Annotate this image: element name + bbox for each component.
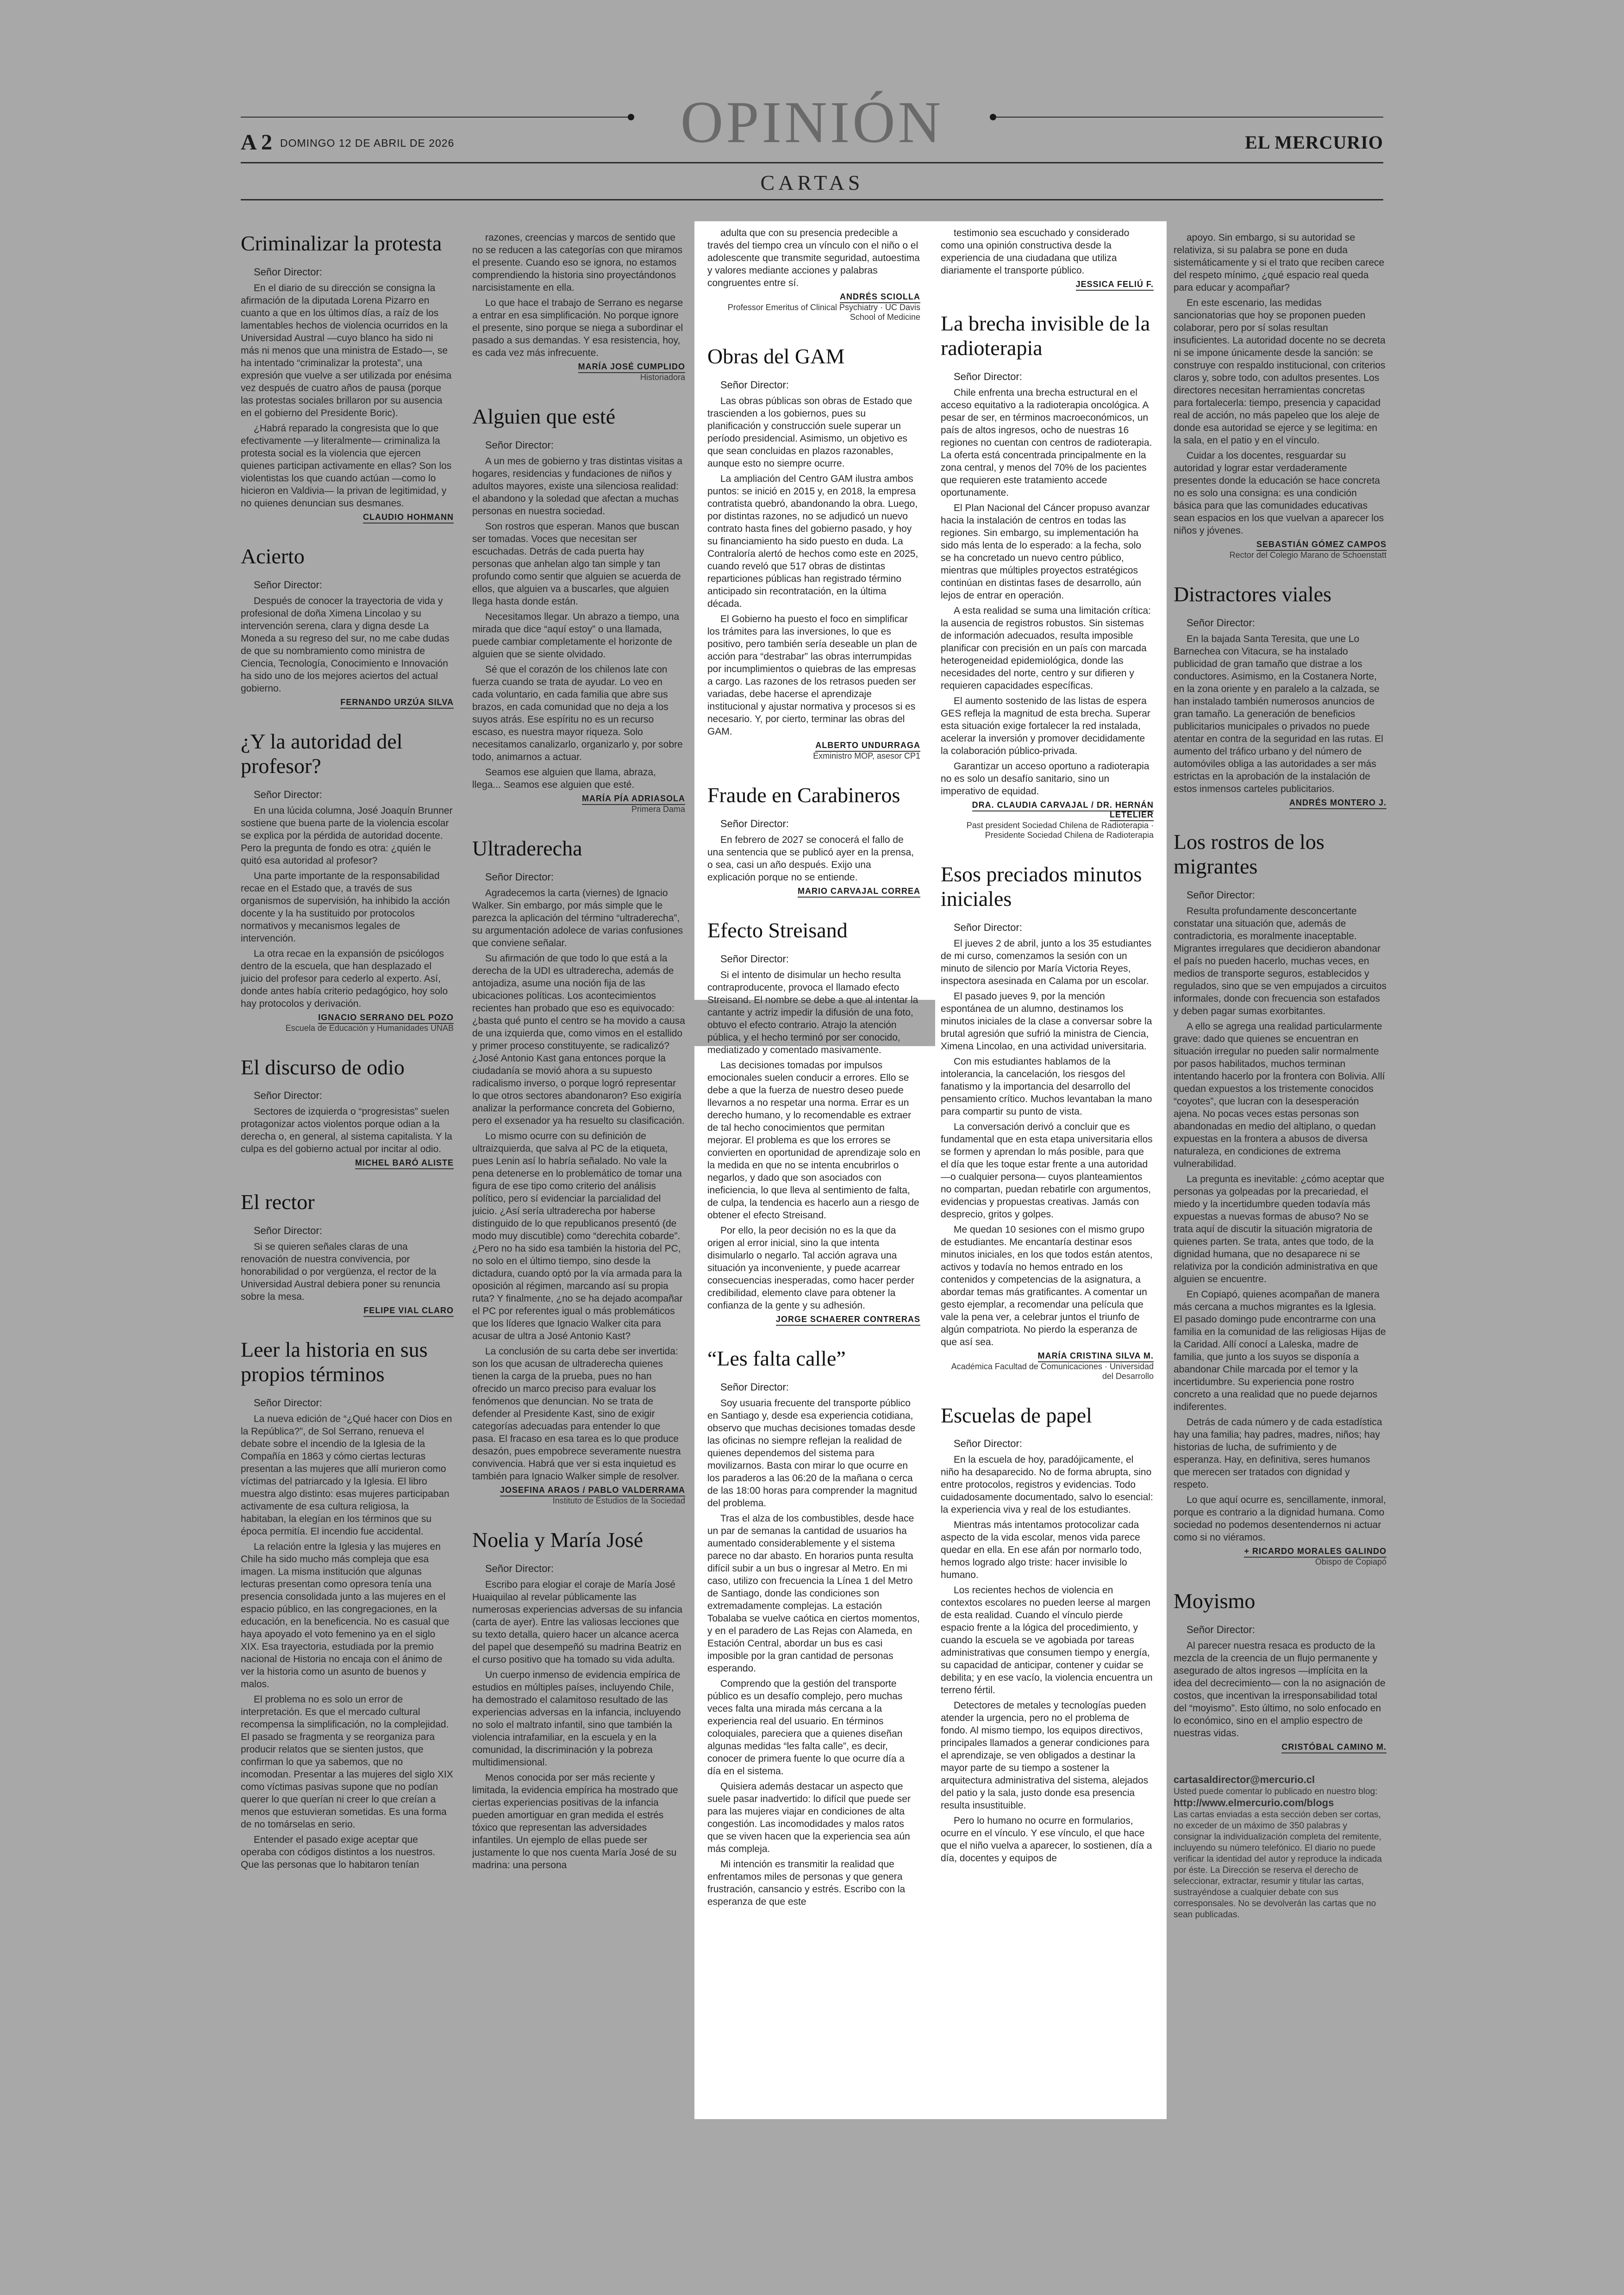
letter-affiliation: Exministro MOP, asesor CP1 (813, 751, 920, 761)
letter-headline: El discurso de odio (241, 1055, 405, 1079)
letter-paragraph: ¿Habrá reparado la congresista que lo que efectivamente —y literalmente— criminaliza la protesta social es la violencia que ejercen quienes participan activamente en ellas? Son los violentistas los que cuando actúan —como lo hicieron en Valdivia— la privan de legitimidad, y no quienes denuncian sus desmanes. (241, 423, 452, 509)
letter-paragraph: Su afirmación de que todo lo que está a la derecha de la UDI es ultraderecha, además de antojadiza, asume una noción fija de las ubicaciones políticas. Los acontecimientos recientes han probado que eso es equivocado: ¿basta qué punto el centro se ha movido a causa de una izquierda que, como vimos en el estallido y primer proceso constituyente, se radicalizó? ¿José Antonio Kast gana entonces porque la ciudadanía se movió ahora a su supuesto radicalismo inverso, o porque logró representar lo que otros sectores abandonaron? Eso exigiría analizar la performance concreta del Gobierno, pero el exsenador ya ha resuelto su clasificación. (472, 953, 685, 1126)
letter-paragraph: Me quedan 10 sesiones con el mismo grupo de estudiantes. Me encantaría destinar esos minutos iniciales, en los que todos están atentos, activos y todavía no hemos entrado en los contenidos y competencias de la asignatura, a abordar temas más gratificantes. A comentar un gesto ejemplar, a recomendar una película que vale la pena ver, a celebrar juntos el triunfo de algún compatriota. No pierdo la esperanza de que así sea. (941, 1224, 1153, 1347)
letter-signature (941, 280, 1154, 289)
letter (941, 862, 1154, 1381)
letter-headline: El rector (241, 1190, 315, 1214)
letter-headline: Obras del GAM (707, 344, 845, 368)
letter-paragraph: La conversación derivó a concluir que es fundamental que en esta etapa universitaria ellos se formen y aprendan lo más posible, para que el día que les toque estar frente a una autoridad —o cualquier persona— cuyos planteamientos no compartan, puedan rebatirle con argumentos, evidencias y propuestas creativas. Jamás con desprecio, gritos y golpes. (941, 1121, 1153, 1220)
signature-name: MARÍA CRISTINA SILVA M. (1038, 1351, 1154, 1362)
page-number: A 2 (241, 130, 273, 155)
letter (707, 1347, 920, 1908)
signature-name: JESSICA FELIÚ F. (1076, 280, 1154, 291)
letter-affiliation: Professor Emeritus of Clinical Psychiatry · UC Davis School of Medicine (727, 303, 920, 322)
letter-headline: Moyismo (1174, 1589, 1255, 1613)
letter-signature (241, 698, 454, 707)
signature-name: MARIO CARVAJAL CORREA (798, 886, 920, 898)
letter-paragraph: Necesitamos llegar. Un abrazo a tiempo, una mirada que dice “aquí estoy” o una llamada, puede cambiar completamente el horizonte de alguien que se siente olvidado. (472, 611, 680, 660)
letter-paragraph: La ampliación del Centro GAM ilustra ambos puntos: se inició en 2015 y, en 2018, la empresa contratista quebró, abandonando la obra. Luego, por distintas razones, no se adjudicó un nuevo contrato hasta fines del gobierno pasado, y hoy su financiamiento ha sido puesto en duda. La Contraloría alertó de hechos como este en 2025, cuando reveló que 517 obras de distintas reparticiones públicas han registrado término anticipado sin recontratación, en la última década. (707, 473, 918, 609)
letter-paragraph: El Gobierno ha puesto el foco en simplificar los trámites para las inversiones, lo que es positivo, pero también sería deseable un plan de acción para “destrabar” las obras interrumpidas por incumplimientos o quiebras de las empresas a cargo. Las razones de los retrasos pueden ser variadas, debe hacerse el aprendizaje institucional y ajustar normativa y procesos si es necesario. Y, por cierto, terminar las obras del GAM. (707, 613, 917, 737)
signature-name: MARÍA PÍA ADRIASOLA (582, 794, 685, 805)
signature-name: SEBASTIÁN GÓMEZ CAMPOS (1256, 540, 1387, 551)
blog-intro: Usted puede comentar lo publicado en nuestro blog: (1174, 1786, 1378, 1796)
letter (1174, 830, 1387, 1567)
letter-headline: Efecto Streisand (707, 918, 848, 942)
signature-name: MARÍA JOSÉ CUMPLIDO (578, 362, 685, 373)
letter-paragraph: El problema no es solo un error de interpretación. Es que el mercado cultural recompensa la simplificación, no la complejidad. El pasado se fragmenta y se reorganiza para producir relatos que se sienten justos, que confirman lo que ya sabemos, que no incomodan. Presentar a las mujeres del siglo XIX como víctimas pasivas supone que no podían querer lo que querían ni creer lo que creían a menos que estuvieran sometidas. Es una forma de no tomárselas en serio. (241, 1694, 453, 1830)
letter (241, 1055, 454, 1168)
section-title: OPINIÓN (680, 89, 944, 155)
letter-paragraph: Si se quieren señales claras de una renovación de nuestra convivencia, por honorabilidad o por vergüenza, el rector de la Universidad Austral debiera poner su renuncia sobre la mesa. (241, 1241, 440, 1303)
letter-paragraph: La nueva edición de “¿Qué hacer con Dios en la República?”, de Sol Serrano, renueva el debate sobre el incendio de la Iglesia de la Compañía en 1863 y cómo ciertas lecturas presentan a las mujeres que allí murieron como víctimas del patriarcado y la Iglesia. El libro muestra algo distinto: esas mujeres participaban activamente de esa cultura religiosa, la habitaban, la elegían en los términos que su época permitía. El incendio fue accidental. (241, 1414, 452, 1537)
letter-paragraph: En una lúcida columna, José Joaquín Brunner sostiene que buena parte de la violencia escolar se explica por la pérdida de autoridad docente. Pero la pregunta de fondo es otra: ¿quién le quitó esa autoridad al profesor? (241, 805, 453, 866)
letter-headline: Leer la historia en sus propios términos (241, 1338, 428, 1386)
letter-paragraph: En la escuela de hoy, paradójicamente, el niño ha desaparecido. No de forma abrupta, sino entre protocolos, registros y evidencias. Todo cuidadosamente documentado, salvo lo esencial: la experiencia viva y real de los estudiantes. (941, 1454, 1153, 1515)
letter (707, 918, 920, 1324)
letter-paragraph: Seamos ese alguien que llama, abraza, llega... Seamos ese alguien que esté. (472, 767, 656, 790)
letter (941, 1403, 1154, 1865)
letter (472, 231, 685, 382)
letter-headline: Noelia y María José (472, 1528, 643, 1552)
signature-name: JOSEFINA ARAOS / PABLO VALDERRAMA (500, 1485, 685, 1497)
letter-signature (1174, 798, 1387, 808)
signature-name: DRA. CLAUDIA CARVAJAL / DR. HERNÁN LETELIER (972, 800, 1154, 821)
letter (707, 227, 920, 322)
letter-salutation: Señor Director: (720, 1381, 789, 1393)
letter-paragraph: La relación entre la Iglesia y las mujeres en Chile ha sido mucho más compleja que esa imagen. La misma institución que algunas lecturas presentan como opresora tenía una presencia consolidada junto a las mujeres en el espacio público, en las congregaciones, en la educación, en la beneficencia. No es casual que haya apoyado el voto femenino ya en el siglo XIX. Esa trayectoria, estudiada por la premio nacional de Historia no encaja con el ánimo de ver la historia como un asunto de buenos y malos. (241, 1541, 450, 1690)
letter-paragraph: Cuidar a los docentes, resguardar su autoridad y lograr estar verdaderamente presentes donde la educación se hace concreta no es solo una consigna: es una condición básica para que las comunidades educativas sean espacios en los que vuelvan a aparecer los niños y jóvenes. (1174, 450, 1384, 536)
letter-paragraph: Lo que hace el trabajo de Serrano es negarse a entrar en esa simplificación. No porque ignore el presente, sino porque se niega a subordinar el pasado a sus demandas. Y esa resistencia, hoy, es cada vez más infrecuente. (472, 298, 683, 358)
letter (941, 312, 1154, 840)
column-3 (707, 227, 920, 2258)
letter (941, 227, 1154, 289)
letter-paragraph: En este escenario, las medidas sancionatorias que hoy se proponen pueden colaborar, pero por sí solas resultan insuficientes. La autoridad docente no se decreta ni se impone únicamente desde la sanción: se construye con respaldo institucional, con criterios claros y, sobre todo, con adultos presentes. Los directores necesitan herramientas concretas para fortalecerla: tiempo, presencia y capacidad real de acción, no más papeleo que los aleje de donde esa autoridad se ejerce y se legitima: en la sala, en el patio y en el vínculo. (1174, 298, 1386, 446)
letter-paragraph: Una parte importante de la responsabilidad recae en el Estado que, a través de sus organismos de supervisión, ha inhibido la acción docente y la ha sustituido por protocolos normativos y mecanismos legales de intervención. (241, 870, 450, 944)
letter-signature (241, 1013, 454, 1023)
letter-headline: Esos preciados minutos iniciales (941, 862, 1142, 911)
letter-paragraph: Agradecemos la carta (viernes) de Ignacio Walker. Sin embargo, por más simple que le parezca la aplicación del término “ultraderecha”, su argumentación adolece de varias confusiones que conviene señalar. (472, 887, 683, 948)
letter-paragraph: Con mis estudiantes hablamos de la intolerancia, la cancelación, los riesgos del fanatismo y la importancia del desarrollo del pensamiento crítico. Muchos levantaban la mano para compartir su punto de vista. (941, 1056, 1152, 1117)
letter-affiliation: Obispo de Copiapó (1315, 1557, 1387, 1566)
letter (707, 783, 920, 896)
signature-name: IGNACIO SERRANO DEL POZO (318, 1013, 454, 1024)
letter-headline: Escuelas de papel (941, 1403, 1092, 1427)
letter (241, 730, 454, 1033)
letter-signature (707, 1315, 920, 1324)
letter-signature (472, 1485, 685, 1495)
letter-paragraph: Mientras más intentamos protocolizar cada aspecto de la vida escolar, menos vida parece quedar en ella. En ese afán por normarlo todo, hemos logrado algo triste: hacer invisible lo humano. (941, 1520, 1142, 1581)
letter-paragraph: Detectores de metales y tecnologías pueden atender la urgencia, pero no el problema de fondo. Al mismo tiempo, los equipos directivos, principales llamados a generar condiciones para el aprendizaje, se ven obligados a destinar la mayor parte de su tiempo a sostener la arquitectura administrativa del sistema, alejados del patio y la sala, justo donde esa presencia resulta insustituible. (941, 1700, 1149, 1811)
letter-headline: Fraude en Carabineros (707, 783, 900, 807)
letter-paragraph: A un mes de gobierno y tras distintas visitas a hogares, residencias y fundaciones de niños y adultos mayores, existe una silenciosa realidad: el abandono y la soledad que afectan a muchas personas en nuestra sociedad. (472, 455, 683, 517)
column-5 (1174, 231, 1387, 2258)
signature-name: FERNANDO URZÚA SILVA (340, 698, 454, 709)
letter-paragraph: Resulta profundamente desconcertante constatar una situación que, además de contradictoria, es moralmente inaceptable. Migrantes irregulares que decidieron abandonar el país no pueden hacerlo, muchas veces, en medios de transporte seguros, establecidos y regulados, sino que se ven empujados a circuitos informales, donde con frecuencia son estafados y deben pagar sumas exorbitantes. (1174, 905, 1387, 1017)
letter-headline: “Les falta calle” (707, 1346, 846, 1370)
letter-paragraph: En Copiapó, quienes acompañan de manera más cercana a muchos migrantes es la Iglesia. El pasado domingo pude encontrarme con una familia en la comunidad de las religiosas Hijas de la Caridad. Allí conocí a Laleska, madre de familia, que junto a los suyos se disponía a abandonar Chile marcada por el temor y la incertidumbre. Su experiencia pone rostro concreto a una realidad que no puede dejarnos indiferentes. (1174, 1289, 1386, 1412)
letter-headline: Criminalizar la protesta (241, 231, 442, 255)
letter-signature (1174, 540, 1387, 549)
letter-salutation: Señor Director: (254, 1090, 322, 1102)
letter-salutation: Señor Director: (720, 379, 789, 391)
letter-headline: Ultraderecha (472, 836, 582, 860)
contact-box (1174, 1774, 1387, 1921)
letter-salutation: Señor Director: (485, 439, 554, 451)
letter-paragraph: A ello se agrega una realidad particularmente grave: dado que quienes se encuentran en situación irregular no pueden salir normalmente por pasos habilitados, muchos terminan intentando hacerlo por la frontera con Bolivia. Allí quedan expuestos a los tristemente conocidos “coyotes”, que lucran con la desesperación ajena. No pocas veces estas personas son abandonadas en medio del altiplano, o quedan expuestas en la frontera a abusos de diversa naturaleza, en condiciones de extrema vulnerabilidad. (1174, 1021, 1385, 1169)
letter-paragraph: Garantizar un acceso oportuno a radioterapia no es solo un desafío sanitario, sino un imperativo de equidad. (941, 761, 1149, 797)
letter-paragraph: Los recientes hechos de violencia en contextos escolares no pueden leerse al margen de esta realidad. Cuando el vínculo pierde espacio frente a la lógica del procedimiento, y cuando la escuela se ve agobiada por tareas administrativas que consumen tiempo y energía, su capacidad de anticipar, contener y cuidar se debilita; y en ese vacío, la violencia encuentra un terreno fértil. (941, 1585, 1153, 1696)
letter-headline: Los rostros de los migrantes (1174, 829, 1324, 878)
letter (1174, 231, 1387, 560)
letter-paragraph: El pasado jueves 9, por la mención espontánea de un alumno, destinamos los minutos iniciales de la clase a conversar sobre la brutal agresión que sufrió la ministra de Ciencia, Ximena Lincolao, en una actividad universitaria. (941, 991, 1152, 1052)
letter-salutation: Señor Director: (485, 871, 554, 883)
letter-salutation: Señor Director: (720, 953, 789, 965)
letter-signature (941, 1351, 1154, 1361)
letter-paragraph: Menos conocida por ser más reciente y limitada, la evidencia empírica ha mostrado que ciertas experiencias positivas de la infancia pueden amortiguar en gran medida el estrés tóxico que representan las adversidades infantiles. Un ejemplo de ellas puede ser justamente lo que nos cuenta María José de su madrina: una persona (472, 1772, 678, 1871)
letter-paragraph: Son rostros que esperan. Manos que buscan ser tomadas. Voces que necesitan ser escuchadas. Detrás de cada puerta hay personas que anhelan algo tan simple y tan profundo como sentir que alguien se acuerda de ellos, que alguien va a buscarles, que alguien llega hasta donde están. (472, 521, 681, 607)
letter-paragraph: Entender el pasado exige aceptar que operaba con códigos distintos a los nuestros. Que las personas que lo habitaron tenían (241, 1834, 436, 1871)
letter-paragraph: Después de conocer la trayectoria de vida y profesional de doña Ximena Lincolao y su intervención serena, clara y digna desde La Moneda a su regreso del sur, no me cabe dudas de que su nombramiento como ministra de Ciencia, Tecnología, Conocimiento e Innovación ha sido uno de los mejores aciertos del actual gobierno. (241, 595, 450, 694)
letter-paragraph: Detrás de cada número y de cada estadística hay una familia; hay padres, madres, niños; hay historias de lucha, de sufrimiento y de esperanza. Hay, en definitiva, seres humanos que merecen ser tratados con dignidad y respeto. (1174, 1416, 1382, 1490)
letter-headline: ¿Y la autoridad del profesor? (241, 729, 403, 778)
letter-signature (941, 800, 1154, 820)
letter-paragraph: La otra recae en la expansión de psicólogos dentro de la escuela, que han desplazado el juicio del profesor para cederlo al experto. Así, donde antes había criterio pedagógico, hoy solo hay protocolos y derivación. (241, 948, 448, 1009)
letter-paragraph: A esta realidad se suma una limitación crítica: la ausencia de registros robustos. Sin sistemas de información adecuados, resulta imposible planificar con precisión en un país con marcada heterogeneidad epidemiológica, donde las necesidades del norte, centro y sur difieren y requieren capacidades específicas. (941, 605, 1151, 691)
signature-name: ANDRÉS SCIOLLA (840, 292, 920, 303)
letter-paragraph: Si el intento de disimular un hecho resulta contraproducente, provoca el llamado efecto Streisand. El nombre se debe a que al intentar la cantante y actriz impedir la difusión de una foto, obtuvo el efecto contrario. Atrajo la atención pública, y el hecho terminó por ser conocido, mediatizado y comentado masivamente. (707, 969, 918, 1055)
contact-rules: Las cartas enviadas a esta sección deben ser cortas, no exceder de un máximo de 350 palabras y consignar la individualización completa del remitente, incluyendo su número telefónico. El diario no puede verificar la identidad del autor y reproduce la indicada por éste. La Dirección se reserva el derecho de seleccionar, extractar, resumir y titular las cartas, sustrayéndose a cualquier debate con sus corresponsales. No se devolverán las cartas que no sean publicadas. (1174, 1809, 1382, 1920)
column-1 (241, 231, 454, 2258)
letter-salutation: Señor Director: (954, 370, 1022, 382)
letter-paragraph: Tras el alza de los combustibles, desde hace un par de semanas la cantidad de usuarios ha aumentado considerablemente y el sistema parece no dar abasto. En horarios punta resulta difícil subir a un bus o ingresar al Metro. En mi caso, utilizo con frecuencia la Línea 1 del Metro de Santiago, donde las condiciones son extremadamente complejas. La estación Tobalaba se vuelve caótica en ciertos momentos, y en el paradero de Las Rejas con Alameda, en Estación Central, abordar un bus es casi imposible por la gran cantidad de personas esperando. (707, 1513, 920, 1674)
letter-paragraph: Chile enfrenta una brecha estructural en el acceso equitativo a la radioterapia oncológica. A pesar de ser, en términos macroeconómicos, un país de altos ingresos, ocho de nuestras 16 regiones no cuentan con centros de radioterapia. La oferta está concentrada principalmente en la zona central, y menos del 70% de los pacientes que requieren este tratamiento accede oportunamente. (941, 387, 1152, 498)
letter (472, 836, 685, 1506)
signature-name: FELIPE VIAL CLARO (363, 1306, 454, 1317)
letter-salutation: Señor Director: (254, 266, 322, 278)
blog-link[interactable]: http://www.elmercurio.com/blogs (1174, 1796, 1334, 1809)
signature-name: MICHEL BARÓ ALISTE (355, 1158, 454, 1169)
letter-salutation: Señor Director: (954, 921, 1022, 933)
letter-signature (707, 886, 920, 896)
signature-name: ALBERTO UNDURRAGA (815, 741, 920, 752)
letter-salutation: Señor Director: (1187, 1623, 1255, 1635)
signature-name: + RICARDO MORALES GALINDO (1244, 1547, 1387, 1558)
letter-paragraph: La pregunta es inevitable: ¿cómo aceptar que personas ya golpeadas por la precariedad, el miedo y la incertidumbre queden todavía más expuestas a nuevas formas de abuso? No se trata aquí de discutir la situación migratoria de quienes parten. Se trata, antes que todo, de la dignidad humana, que no desaparece ni se relativiza por la condición administrativa en que alguien se encuentre. (1174, 1173, 1385, 1285)
letter-salutation: Señor Director: (1187, 889, 1255, 901)
subsection-title: CARTAS (760, 171, 864, 194)
letter (241, 1190, 454, 1316)
letter-salutation: Señor Director: (254, 579, 322, 591)
letter (1174, 582, 1387, 808)
letter-headline: Acierto (241, 544, 305, 568)
signature-name: ANDRÉS MONTERO J. (1289, 798, 1387, 809)
letter-salutation: Señor Director: (1187, 617, 1255, 629)
letter-paragraph: Mi intención es transmitir la realidad que enfrentamos miles de personas y que genera frustración, cansancio y estrés. Escribo con la esperanza de que este (707, 1858, 906, 1907)
letter (1174, 1589, 1387, 1752)
column-4 (941, 227, 1154, 2258)
column-2 (472, 231, 685, 2258)
letter-paragraph: En febrero de 2027 se conocerá el fallo de una sentencia que se publicó ayer en la prensa, o sea, casi un año después. Exijo una explicación porque no se entiende. (707, 834, 914, 883)
letter-affiliation: Académica Facultad de Comunicaciones · Universidad del Desarrollo (951, 1361, 1154, 1381)
letter-paragraph: testimonio sea escuchado y considerado como una opinión constructiva desde la experiencia de una ciudadana que utiliza diariamente el transporte público. (941, 228, 1130, 276)
letter-signature (241, 1158, 454, 1168)
letter-paragraph: Soy usuaria frecuente del transporte público en Santiago y, desde esa experiencia cotidiana, observo que muchas decisiones tomadas desde las oficinas no siempre reflejan la realidad de quienes dependemos del sistema para movilizarnos. Basta con mirar lo que ocurre en los paraderos a las 06:20 de la mañana o cerca de las 18:00 horas para comprender la magnitud del problema. (707, 1397, 917, 1509)
letter-salutation: Señor Director: (254, 1397, 322, 1409)
letter-salutation: Señor Director: (485, 1562, 554, 1574)
letter-paragraph: razones, creencias y marcos de sentido que no se reducen a las categorías con que miramos el presente. Cuando eso se ignora, no estamos comprendiendo la historia sino proyectándonos narcisistamente en ella. (472, 232, 683, 293)
letter-paragraph: Quisiera además destacar un aspecto que suele pasar inadvertido: lo difícil que puede ser para las mujeres viajar en condiciones de alta congestión. Las incomodidades y malos ratos que se viven hacen que la experiencia sea aún más compleja. (707, 1781, 911, 1854)
letter-signature (707, 292, 920, 302)
letter (241, 544, 454, 707)
contact-email[interactable]: cartasaldirector@mercurio.cl (1174, 1773, 1315, 1785)
signature-name: JORGE SCHAERER CONTRERAS (776, 1315, 920, 1326)
letter-paragraph: La conclusión de su carta debe ser invertida: son los que acusan de ultraderecha quienes tienen la carga de la prueba, pues no han ofrecido un marco preciso para evaluar los fenómenos que denuncian. No se trata de defender al Presidente Kast, sino de exigir categorías adecuadas para entender lo que pasa. El fracaso en esa tarea es lo que produce desazón, pues empobrece severamente nuestra convivencia. Habrá que ver si esta inquietud es también para Ignacio Walker simple de resolver. (472, 1346, 681, 1482)
letter (472, 405, 685, 814)
header-rule-bottom (241, 199, 1383, 200)
letter-paragraph: Por ello, la peor decisión no es la que da origen al error inicial, sino la que intenta disimularlo o negarlo. Tal acción agrava una situación ya inconveniente, y puede acarrear consecuencias inesperadas, como hacer perder credibilidad, elemento clave para obtener la confianza de la gente y su adhesión. (707, 1225, 915, 1311)
letter-paragraph: Lo que aquí ocurre es, sencillamente, inmoral, porque es contrario a la dignidad humana. Como sociedad no podemos desentendernos ni actuar como si no viéramos. (1174, 1494, 1386, 1543)
letter-paragraph: Sectores de izquierda o “progresistas” suelen protagonizar actos violentos porque odian a la derecha o, en general, al sistema capitalista. Y la culpa es del gobierno actual por incitar al odio. (241, 1106, 452, 1155)
letter-headline: Alguien que esté (472, 405, 616, 428)
letter-paragraph: Escribo para elogiar el coraje de María José Huaiquilao al revelar públicamente las numerosas experiencias adversas de su infancia (carta de ayer). Entre las valiosas lecciones que su texto detalla, quiero hacer un alcance acerca del papel que desempeñó su madrina Beatriz en el curso positivo que ha tomado su vida adulta. (472, 1579, 683, 1665)
signature-name: CLAUDIO HOHMANN (363, 512, 454, 524)
letter-paragraph: adulta que con su presencia predecible a través del tiempo crea un vínculo con el niño o el adolescente que transmite seguridad, autoestima y valores mediante acciones y palabras congruentes entre sí. (707, 228, 920, 288)
letter-paragraph: Lo mismo ocurre con su definición de ultraizquierda, que salva al PC de la etiqueta, pues Lenin así lo habría señalado. No vale la pena detenerse en lo problemático de tomar una figura de ese tipo como criterio del análisis político, pero sí evidenciar la parcialidad del juicio. ¿Así sería ultraderecha por haberse distinguido de lo que republicanos presentó (de modo muy discutible) como “derechita cobarde”. ¿Pero no ha sido esa también la historia del PC, no solo en el último tiempo, sino desde la dictadura, cuando optó por la vía armada para la oposición al régimen, marcando así su propia ruta? Y finalmente, ¿no se ha dejado acompañar el PC por referentes igual o más problemáticos que los líderes que Ignacio Walker cita para acusar de ultra a José Antonio Kast? (472, 1130, 683, 1341)
letter-signature (472, 362, 685, 372)
letter-paragraph: Un cuerpo inmenso de evidencia empírica de estudios en múltiples países, incluyendo Chile, ha demostrado el calamitoso resultado de las experiencias adversas en la infancia, incluyendo no solo el maltrato infantil, sino que también la violencia intrafamiliar, en la escuela y en la comunidad, la discriminación y la pobreza multidimensional. (472, 1669, 681, 1768)
letter-signature (241, 512, 454, 522)
header-rule-top (241, 162, 1383, 163)
letter-paragraph: Las obras públicas son obras de Estado que trascienden a los gobiernos, pues su planificación y construcción suele superar un período presidencial. Asimismo, un objetivo es que sean concluidas en plazos razonables, aunque esto no siempre ocurre. (707, 395, 912, 469)
letter-signature (1174, 1742, 1387, 1752)
letter (472, 1528, 685, 1871)
letter-paragraph: El Plan Nacional del Cáncer propuso avanzar hacia la instalación de centros en todas las regiones. Sin embargo, su implementación ha sido más lenta de lo esperado: a la fecha, solo se ha concretado un nuevo centro público, mientras que múltiples proyectos estratégicos continúan en distintas fases de desarrollo, aún lejos de entrar en operación. (941, 502, 1150, 601)
letter-salutation: Señor Director: (720, 817, 789, 829)
letter-salutation: Señor Director: (254, 788, 322, 800)
letter-affiliation: Rector del Colegio Marano de Schoenstatt (1229, 550, 1387, 560)
letter-paragraph: Pero lo humano no ocurre en formularios, ocurre en el vínculo. Y ese vínculo, el que hace que el niño vuelva a aparecer, lo sostienen, día a día, docentes y equipos de (941, 1815, 1152, 1864)
letter-signature (472, 794, 685, 804)
letter-paragraph: En la bajada Santa Teresita, que une Lo Barnechea con Vitacura, se ha instalado publicidad de gran tamaño que distrae a los conductores. Asimismo, en la Costanera Norte, en la zona oriente y en paralelo a la calzada, se han instalado también numerosos anuncios de gran tamaño. La generación de beneficios publicitarios municipales o privados no puede atentar en contra de la seguridad en las rutas. El aumento del tráfico urbano y del número de automóviles obliga a las autoridades a ser más estrictas en la aprobación de la instalación de estos inmensos carteles publicitarios. (1174, 633, 1383, 794)
letter-paragraph: El jueves 2 de abril, junto a los 35 estudiantes de mi curso, comenzamos la sesión con un minuto de silencio por María Victoria Reyes, inspectora asesinada en Calama por un escolar. (941, 938, 1152, 986)
page-date: DOMINGO 12 DE ABRIL DE 2026 (280, 137, 455, 149)
letter-affiliation: Historiadora (640, 373, 685, 382)
letter-affiliation: Past president Sociedad Chilena de Radioterapia · Presidente Sociedad Chilena de Radioterapia (966, 820, 1154, 840)
letter-affiliation: Escuela de Educación y Humanidades UNAB (285, 1023, 454, 1033)
letter-paragraph: El aumento sostenido de las listas de espera GES refleja la magnitud de esta brecha. Superar esta situación exige fortalecer la red instalada, acelerar la inversión y promover decididamente la colaboración público-privada. (941, 695, 1150, 756)
letter-salutation: Señor Director: (954, 1438, 1022, 1450)
letter-paragraph: En el diario de su dirección se consigna la afirmación de la diputada Lorena Pizarro en cuanto a que en los últimos días, a raíz de los lamentables hechos de violencia ocurridos en la Universidad Austral —cuyo blanco ha sido ni más ni menos que una ministra de Estado—, se ha intentado “criminalizar la protesta”, una expresión que vuelve a ser utilizada por enésima vez después de cuatro años de pausa (porque las protestas sociales brillaron por su ausencia en el gobierno del Presidente Boric). (241, 282, 452, 418)
letter (241, 1338, 454, 1871)
letter-affiliation: Instituto de Estudios de la Sociedad (552, 1496, 685, 1505)
letter-paragraph: Comprendo que la gestión del transporte público es un desafío complejo, pero muchas veces falta una mirada más cercana a la experiencia real del usuario. En términos coloquiales, pareciera que a quienes diseñan algunas medidas “les falta calle”, es decir, conocer de primera fuente lo que ocurre día a día en el sistema. (707, 1678, 905, 1777)
letter-paragraph: Al parecer nuestra resaca es producto de la mezcla de la creencia de un flujo permanente y asegurado de altos ingresos —implícita en la idea del decrecimiento— con la no asignación de costos, que incentivan la irresponsabilidad total del “moyismo”. Esto último, no solo enfocado en lo económico, sino en el amplio espectro de nuestras vidas. (1174, 1640, 1386, 1739)
letter-headline: Distractores viales (1174, 582, 1332, 606)
letter-paragraph: Las decisiones tomadas por impulsos emocionales suelen conducir a errores. Ello se debe a que la fuerza de nuestro deseo puede llevarnos a no respetar una norma. Errar es un derecho humano, y lo recomendable es extraer de tal hecho conocimientos que permitan mejorar. El problema es que los errores se convierten en oportunidad de aprendizaje solo en la medida en que no se intenta encubrirlos o negarlos, y dado que son asociados con ineficiencia, lo que lleva al sentimiento de falta, de culpa, la tendencia es hacerlo aun a riesgo de obtener el efecto Streisand. (707, 1060, 920, 1221)
letter-signature (1174, 1547, 1387, 1556)
newspaper-name: EL MERCURIO (1245, 132, 1383, 153)
letter-paragraph: apoyo. Sin embargo, si su autoridad se relativiza, si su palabra se pone en duda sistemáticamente y si el trato que reciben carece del respeto mínimo, ¿qué espacio real queda para educar y acompañar? (1174, 232, 1385, 293)
letter-headline: La brecha invisible de la radioterapia (941, 312, 1150, 360)
letter-affiliation: Primera Dama (631, 804, 685, 814)
letter-signature (241, 1306, 454, 1316)
signature-name: CRISTÓBAL CAMINO M. (1281, 1742, 1387, 1753)
letter (241, 231, 454, 522)
letter-signature (707, 741, 920, 750)
letter-salutation: Señor Director: (254, 1225, 322, 1237)
letter-paragraph: Sé que el corazón de los chilenos late con fuerza cuando se trata de ayudar. Lo veo en cada voluntario, en cada familia que abre sus brazos, en cada comunidad que no deja a los suyos atrás. Ese espíritu no es un recurso escaso, es nuestra mayor riqueza. Solo necesitamos canalizarlo, organizarlo y, por sobre todo, animarnos a actuar. (472, 664, 683, 762)
letter (707, 344, 920, 761)
